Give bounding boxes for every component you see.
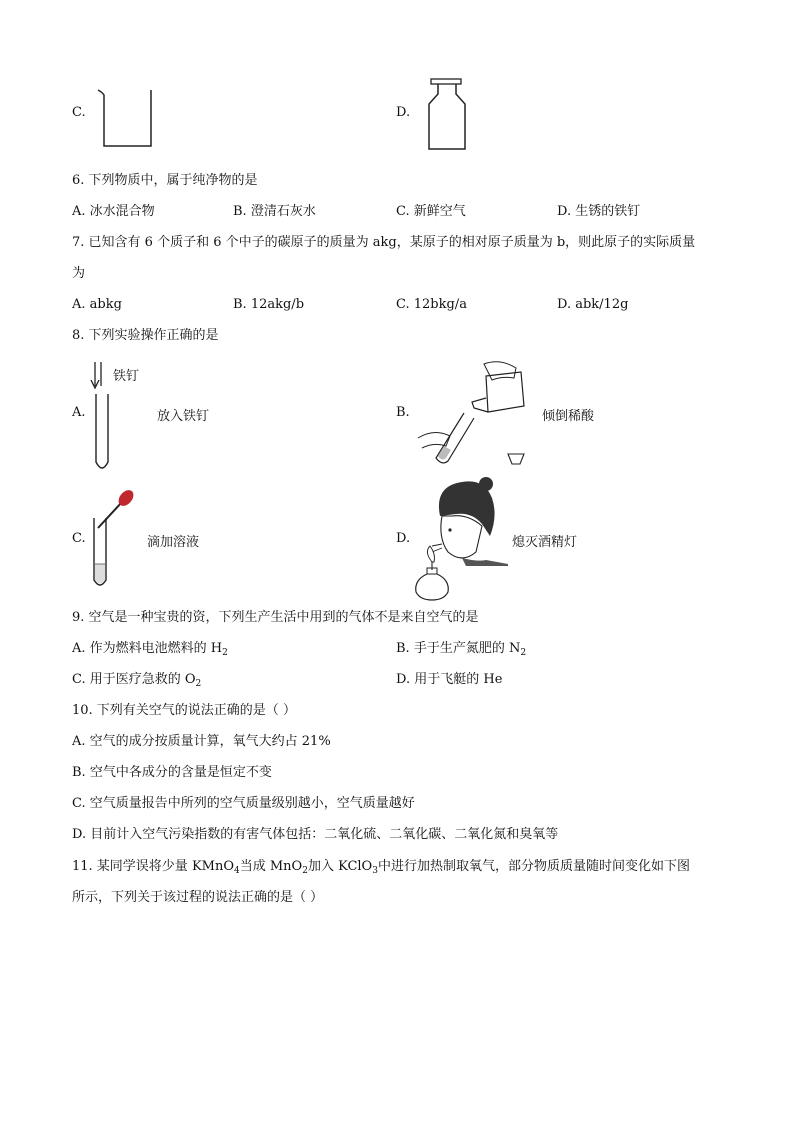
- q8-option-a-label: A.: [72, 405, 86, 420]
- q7-option-c: C. 12bkg/a: [396, 297, 467, 312]
- subscript: 3: [372, 866, 378, 876]
- q8-option-c-caption: 滴加溶液: [147, 535, 200, 550]
- reagent-bottle-illustration: [425, 78, 469, 152]
- q10-option-c: C. 空气质量报告中所列的空气质量级别越小，空气质量越好: [72, 796, 415, 811]
- q6-option-b: B. 澄清石灰水: [233, 204, 316, 219]
- subscript: 2: [222, 648, 228, 658]
- q6-option-c: C. 新鲜空气: [396, 204, 466, 219]
- q8-option-b-caption: 倾倒稀酸: [542, 409, 595, 424]
- q10-stem: 10. 下列有关空气的说法正确的是（ ）: [72, 703, 296, 718]
- q7-stem-line2: 为: [72, 266, 86, 281]
- q8-option-d-caption: 熄灭酒精灯: [512, 535, 578, 550]
- q9-option-b: B. 手于生产氮肥的 $N_2$: [396, 641, 527, 658]
- q10-option-b: B. 空气中各成分的含量是恒定不变: [72, 765, 272, 780]
- q5-option-d-label: D.: [396, 105, 411, 120]
- q10-option-a: A. 空气的成分按质量计算，氧气大约占 21%: [72, 734, 331, 749]
- q8-option-c-label: C.: [72, 531, 86, 546]
- q8-option-d-label: D.: [396, 531, 411, 546]
- q7-option-b: B. 12akg/b: [233, 297, 305, 312]
- q5-option-c-label: C.: [72, 105, 86, 120]
- q8-option-b-label: B.: [396, 405, 410, 420]
- pouring-acid-illustration: [416, 358, 531, 468]
- q8-a-nail-tag: 铁钉: [113, 369, 140, 384]
- q11-stem-line1: 11. 某同学误将少量 KMnO$_4$当成 MnO$_2$加入 KClO$_3$中进行加热制取氧气，部分物质质量随时间变化如下图: [72, 859, 690, 876]
- dropper-test-tube-illustration: [88, 488, 138, 590]
- q9-option-d: D. 用于飞艇的 He: [396, 672, 503, 687]
- q10-option-d: D. 目前计入空气污染指数的有害气体包括：二氧化硫、二氧化碳、二氧化氮和臭氧等: [72, 827, 559, 842]
- q8-stem: 8. 下列实验操作正确的是: [72, 328, 219, 343]
- q6-option-d: D. 生锈的铁钉: [557, 204, 641, 219]
- q9-option-c: C. 用于医疗急救的 $O_2$: [72, 672, 202, 689]
- subscript: 2: [520, 648, 527, 658]
- subscript: 2: [195, 679, 202, 689]
- q11-stem-line2: 所示，下列关于该过程的说法正确的是（ ）: [72, 890, 324, 905]
- q8-option-a-caption: 放入铁钉: [157, 409, 210, 424]
- subscript: 2: [302, 866, 308, 876]
- q6-stem: 6. 下列物质中，属于纯净物的是: [72, 173, 258, 188]
- subscript: 4: [234, 866, 240, 876]
- q7-option-a: A. abkg: [72, 297, 122, 312]
- beaker-illustration: [96, 86, 156, 150]
- alcohol-lamp-illustration: [412, 476, 512, 602]
- q9-stem: 9. 空气是一种宝贵的资，下列生产生活中用到的气体不是来自空气的是: [72, 610, 479, 625]
- q7-stem-line1: 7. 已知含有 6 个质子和 6 个中子的碳原子的质量为 akg，某原子的相对原子质量为 b，则此原子的实际质量: [72, 235, 696, 250]
- q6-option-a: A. 冰水混合物: [72, 204, 155, 219]
- q9-option-a: A. 作为燃料电池燃料的 $H_2$: [72, 641, 228, 658]
- q7-option-d: D. abk/12g: [557, 297, 629, 312]
